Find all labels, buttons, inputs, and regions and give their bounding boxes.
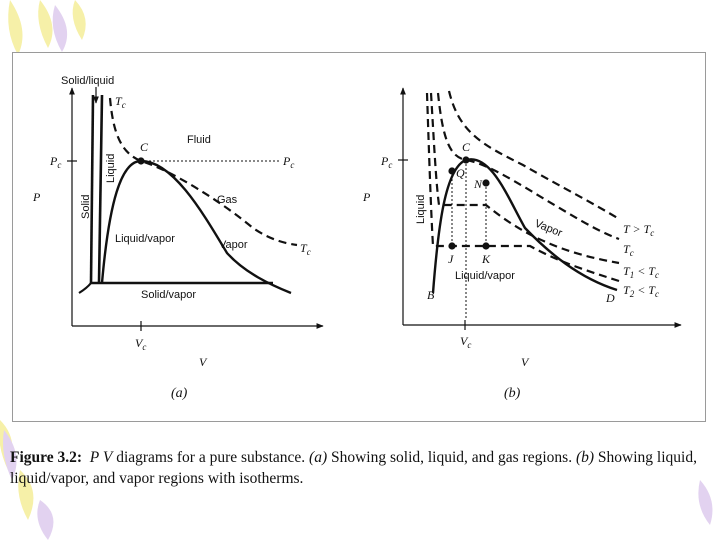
vc-label-a: $V_c$	[135, 336, 147, 352]
tc-top-label-a: $T_c$	[115, 94, 126, 110]
caption-a-label: (a)	[309, 449, 328, 466]
caption-text-1: diagrams for a pure substance.	[112, 449, 310, 466]
point-b-label: B	[427, 288, 435, 302]
pc-label-a: $P_c$	[50, 154, 62, 170]
gas-region-label: Gas	[217, 194, 238, 206]
isotherm-above-tc	[449, 91, 619, 219]
isotherm-label-above-tc: $T > T_c$	[623, 222, 655, 238]
y-axis-label-a: P	[33, 190, 41, 204]
point-k	[482, 242, 489, 249]
vapor-region-label-a: Vapor	[219, 239, 248, 251]
y-axis-label-b: P	[363, 190, 371, 204]
critical-point-label-b: C	[462, 140, 471, 154]
pv-diagrams	[13, 53, 705, 421]
point-n-label: N	[474, 177, 483, 191]
critical-point-b	[462, 156, 469, 163]
pc-label-b: $P_c$	[381, 154, 393, 170]
isotherm-label-t2: $T_2 < T_c$	[623, 283, 659, 299]
caption-text-3: Showing liquid, liquid/vapor, and vapor regions with isotherms.	[10, 449, 697, 487]
liquid-vapor-label-a: Liquid/vapor	[115, 233, 175, 245]
isotherm-t2	[427, 93, 619, 281]
solid-vapor-label: Solid/vapor	[141, 289, 197, 301]
solid-vapor-bottom-curve	[79, 283, 91, 293]
critical-point-a	[137, 157, 144, 164]
liquid-boundary-line	[99, 95, 102, 283]
point-d-label: D	[606, 291, 615, 305]
point-q	[448, 167, 455, 174]
isotherm-label-t1: $T_1 < T_c$	[623, 264, 659, 280]
liquid-region-label-b: Liquid	[415, 194, 427, 224]
vapor-region-label-b: Vapor	[532, 217, 564, 240]
vc-label-b: $V_c$	[460, 334, 472, 350]
solid-liquid-label: Solid/liquid	[61, 75, 115, 87]
caption-pv: P V	[89, 449, 113, 466]
x-axis-label-b: V	[521, 355, 529, 369]
caption-figure-label: Figure 3.2	[10, 449, 77, 466]
caption-separator: :	[76, 449, 83, 466]
panel-label-a: (a)	[171, 386, 188, 401]
solid-boundary-line	[91, 95, 93, 283]
tc-isotherm-a	[110, 98, 297, 245]
caption-text-2: Showing solid, liquid, and gas regions.	[327, 449, 576, 466]
coexistence-dome-a	[102, 161, 291, 293]
tc-right-label-a: $T_c$	[300, 241, 311, 257]
pc-right-label-a: $P_c$	[283, 154, 295, 170]
isotherm-tc	[438, 93, 619, 239]
point-j-label: J	[448, 252, 454, 266]
panel-label-b: (b)	[504, 386, 521, 401]
x-axis-label-a: V	[199, 355, 207, 369]
fluid-region-label: Fluid	[187, 134, 211, 146]
point-n	[482, 179, 489, 186]
point-q-label: Q	[456, 166, 465, 180]
point-k-label: K	[482, 252, 491, 266]
diagram-b-labels	[362, 140, 659, 401]
critical-point-label-a: C	[140, 140, 149, 154]
figure-caption	[10, 447, 715, 489]
isotherm-label-tc: $T_c$	[623, 242, 634, 258]
solid-region-label: Solid	[80, 194, 92, 219]
figure-frame	[12, 52, 706, 422]
point-j	[448, 242, 455, 249]
liquid-vapor-label-b: Liquid/vapor	[455, 270, 515, 282]
liquid-region-label-a: Liquid	[105, 153, 117, 183]
caption-b-label: (b)	[575, 449, 595, 466]
